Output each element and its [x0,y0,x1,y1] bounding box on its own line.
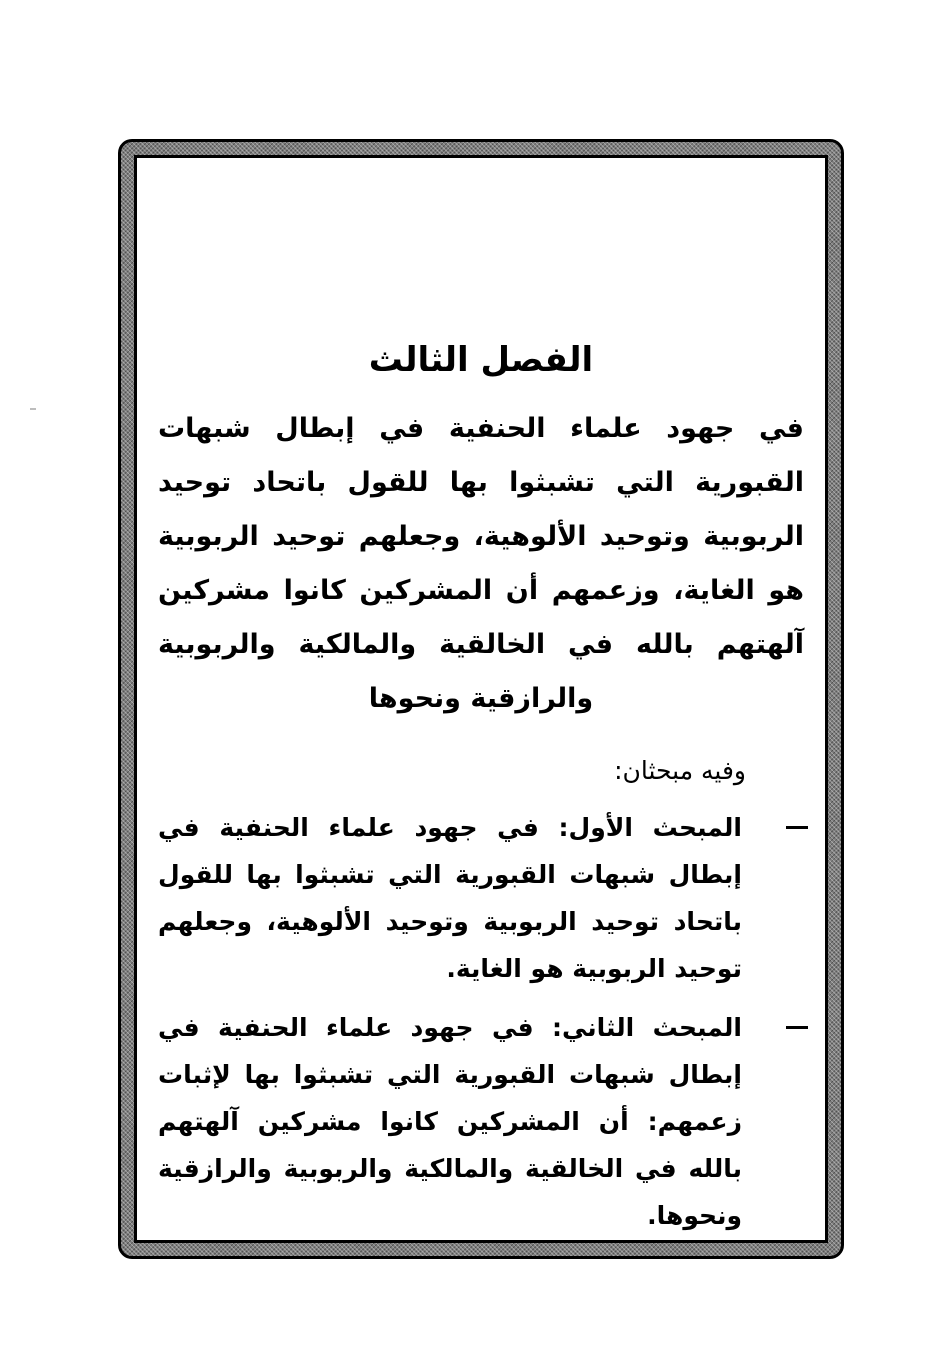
chapter-content [150,330,812,1251]
dash-bullet-icon [786,826,808,829]
section-text: المبحث الأول: في جهود علماء الحنفية في إبطال شبهات القبورية التي تشبثوا بها للقول باتحاد توحيد الربوبية وتوحيد الألوهية، وجعلهم توحيد الربوبية هو الغاية. [158,813,742,983]
section-item-first [150,804,812,992]
chapter-title: الفصل الثالث [368,340,594,380]
sections-intro-label: وفيه مبحثان: [614,756,746,785]
dash-bullet-icon [786,1026,808,1029]
section-item-second [150,1004,812,1239]
margin-mark [30,408,36,410]
sections-list [150,804,812,1239]
chapter-subtitle: في جهود علماء الحنفية في إبطال شبهات القبورية التي تشبثوا بها للقول باتحاد توحيد الربوبية وتوحيد الألوهية، وجعلهم توحيد الربوبية هو الغاية، وزعمهم أن المشركين كانوا مشركين آلهتهم بالله في الخالقية والمالكية والربوبية والرازقية ونحوها [158,413,804,714]
section-text: المبحث الثاني: في جهود علماء الحنفية في إبطال شبهات القبورية التي تشبثوا بها لإثبات زعمهم: أن المشركين كانوا مشركين آلهتهم بالله في الخالقية والمالكية والربوبية والرازقية ونحوها. [158,1013,742,1230]
